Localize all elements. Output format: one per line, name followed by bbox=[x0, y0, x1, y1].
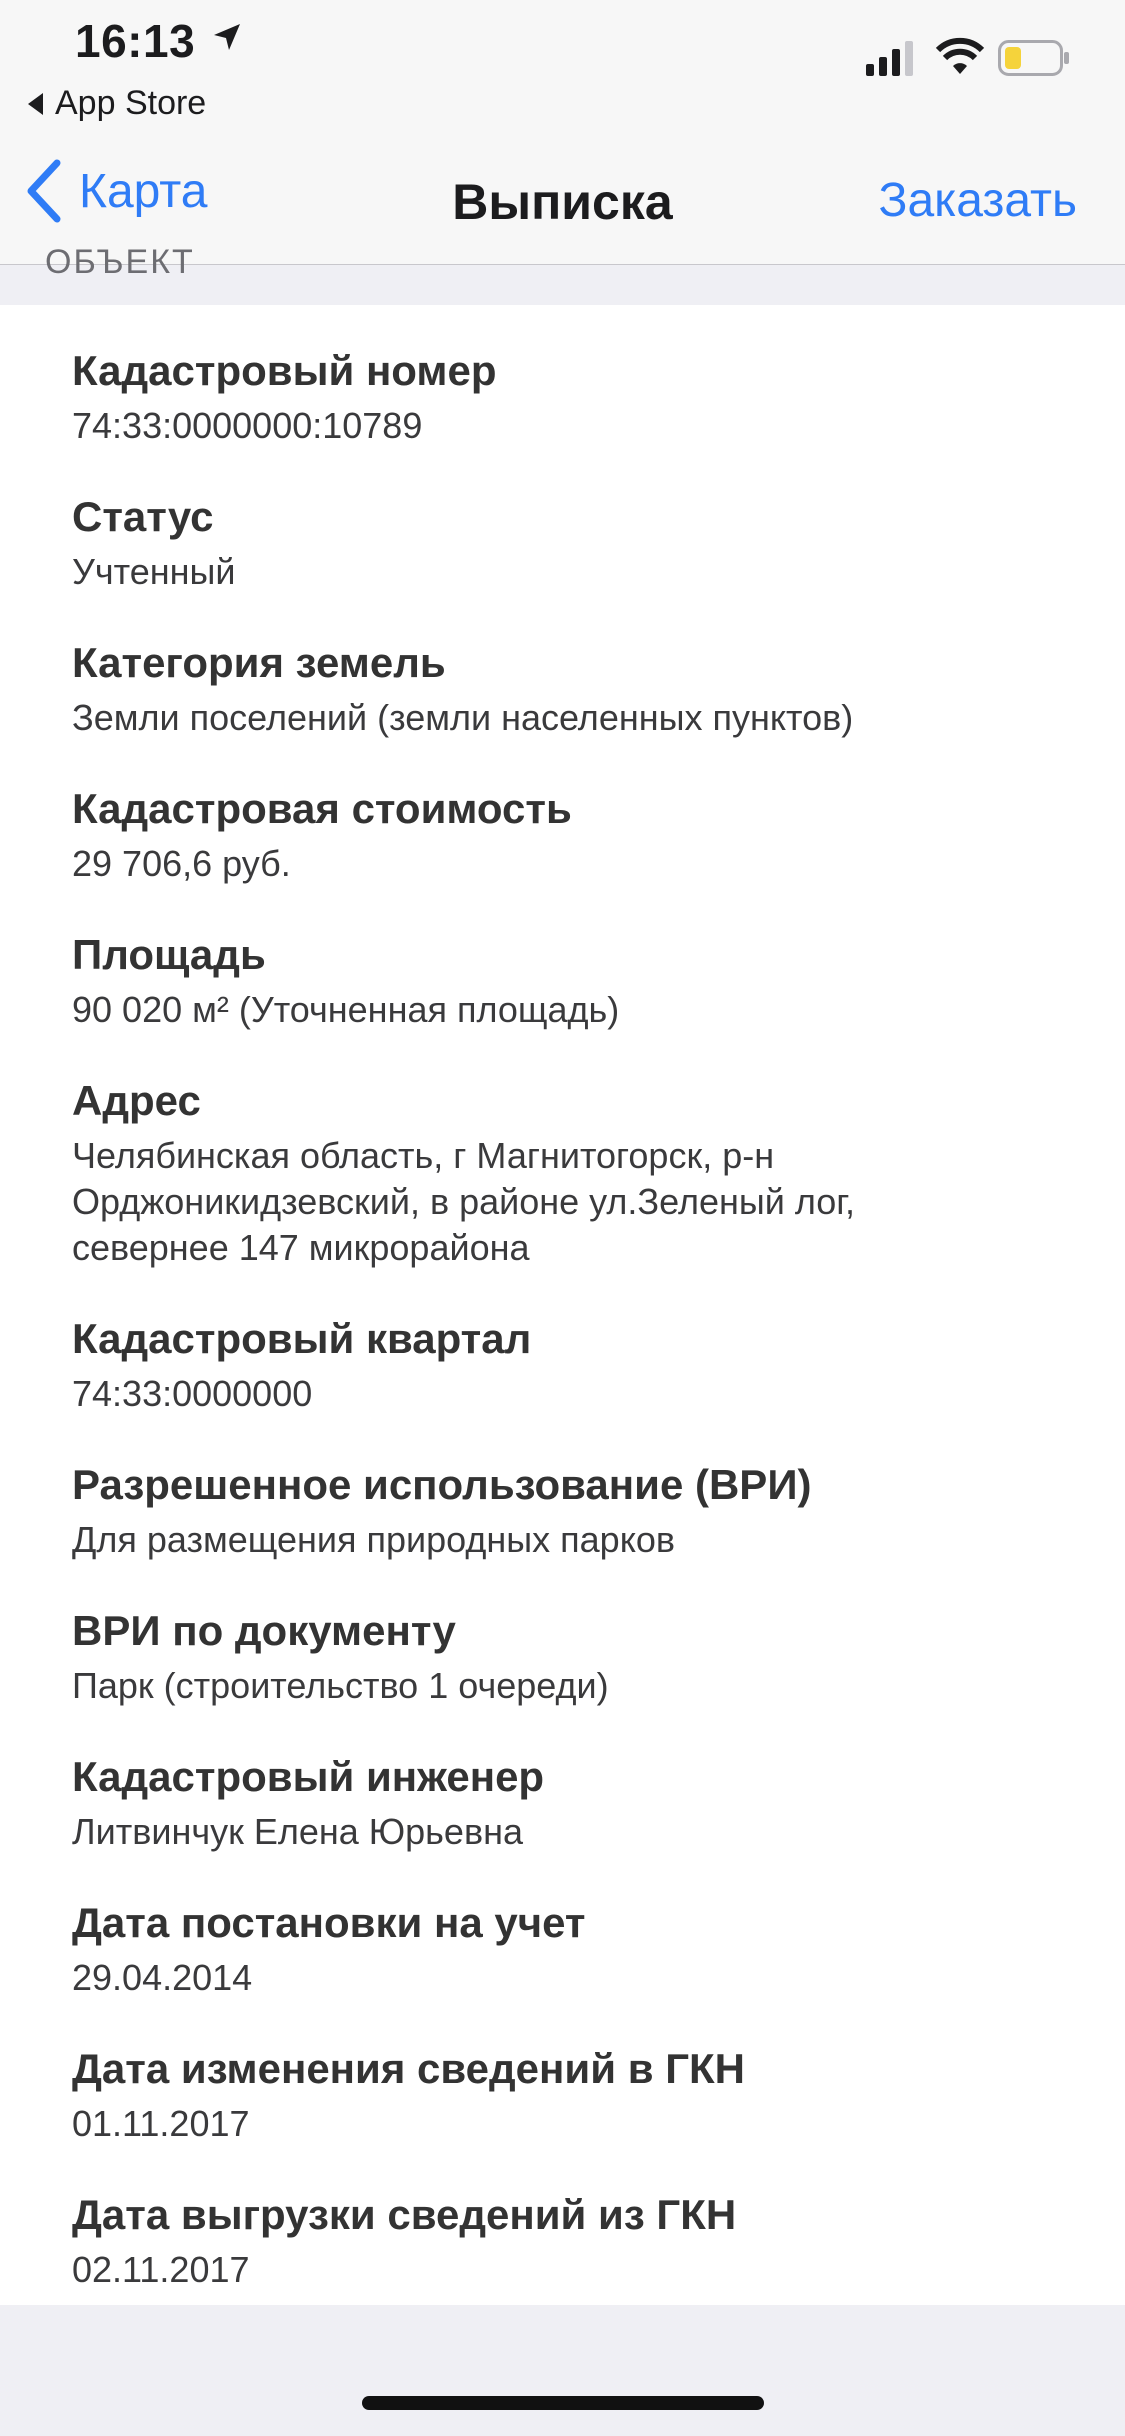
field-gkn-export-date bbox=[72, 2189, 1072, 2293]
field-label: Дата изменения сведений в ГКН bbox=[72, 2045, 745, 2092]
page-title: Выписка bbox=[452, 174, 673, 230]
field-label: Адрес bbox=[72, 1077, 201, 1124]
field-value: 90 020 м² (Уточненная площадь) bbox=[72, 989, 620, 1030]
field-label: Кадастровая стоимость bbox=[72, 785, 572, 832]
field-cadastral-engineer bbox=[72, 1751, 1072, 1855]
field-cadastral-cost bbox=[72, 783, 1072, 887]
field-permitted-use bbox=[72, 1459, 1072, 1563]
field-value: Литвинчук Елена Юрьевна bbox=[72, 1811, 523, 1852]
field-label: ВРИ по документу bbox=[72, 1607, 456, 1654]
field-status bbox=[72, 491, 1072, 595]
section-header bbox=[0, 243, 1125, 305]
field-value: Парк (строительство 1 очереди) bbox=[72, 1665, 609, 1706]
field-gkn-change-date bbox=[72, 2043, 1072, 2147]
status-bar bbox=[0, 0, 1125, 135]
field-address bbox=[72, 1075, 1072, 1271]
nav-back-label: Карта bbox=[79, 164, 208, 218]
field-label: Площадь bbox=[72, 931, 266, 978]
order-button[interactable]: Заказать bbox=[878, 174, 1077, 227]
field-registration-date bbox=[72, 1897, 1072, 2001]
field-value-line: Челябинская область, г Магнитогорск, р-н bbox=[72, 1135, 775, 1176]
field-value-line: Орджоникидзевский, в районе ул.Зеленый лог, bbox=[72, 1181, 856, 1222]
section-header-label: ОБЪЕКТ bbox=[45, 243, 195, 281]
field-value: 29.04.2014 bbox=[72, 1957, 253, 1998]
field-value: 74:33:0000000 bbox=[72, 1373, 313, 1414]
signal-icon bbox=[866, 40, 914, 76]
home-indicator[interactable] bbox=[362, 2396, 764, 2410]
status-time: 16:13 bbox=[75, 15, 196, 67]
wifi-icon bbox=[935, 38, 985, 76]
field-label: Разрешенное использование (ВРИ) bbox=[72, 1461, 812, 1508]
back-to-app-link[interactable] bbox=[28, 84, 206, 123]
back-triangle-icon bbox=[28, 93, 43, 115]
field-cadastral-number bbox=[72, 345, 1072, 449]
field-label: Дата постановки на учет bbox=[72, 1899, 586, 1946]
field-label: Статус bbox=[72, 493, 214, 540]
field-value: Учтенный bbox=[72, 551, 236, 592]
field-area bbox=[72, 929, 1072, 1033]
info-card bbox=[0, 305, 1125, 2305]
field-value: 01.11.2017 bbox=[72, 2103, 250, 2144]
field-label: Кадастровый квартал bbox=[72, 1315, 532, 1362]
field-value-line: севернее 147 микрорайона bbox=[72, 1227, 530, 1268]
field-value: Земли поселений (земли населенных пунктов) bbox=[72, 697, 854, 738]
location-arrow-icon bbox=[212, 22, 242, 52]
field-land-category bbox=[72, 637, 1072, 741]
field-value: Для размещения природных парков bbox=[72, 1519, 675, 1560]
field-use-by-document bbox=[72, 1605, 1072, 1709]
back-app-label: App Store bbox=[55, 84, 207, 122]
field-value: 02.11.2017 bbox=[72, 2249, 250, 2290]
field-label: Кадастровый номер bbox=[72, 347, 497, 394]
field-value: 74:33:0000000:10789 bbox=[72, 405, 423, 446]
field-value: 29 706,6 руб. bbox=[72, 843, 291, 884]
battery-icon bbox=[998, 40, 1070, 76]
field-label: Дата выгрузки сведений из ГКН bbox=[72, 2191, 737, 2238]
field-label: Кадастровый инженер bbox=[72, 1753, 545, 1800]
field-cadastral-quarter bbox=[72, 1313, 1072, 1417]
field-label: Категория земель bbox=[72, 639, 446, 686]
